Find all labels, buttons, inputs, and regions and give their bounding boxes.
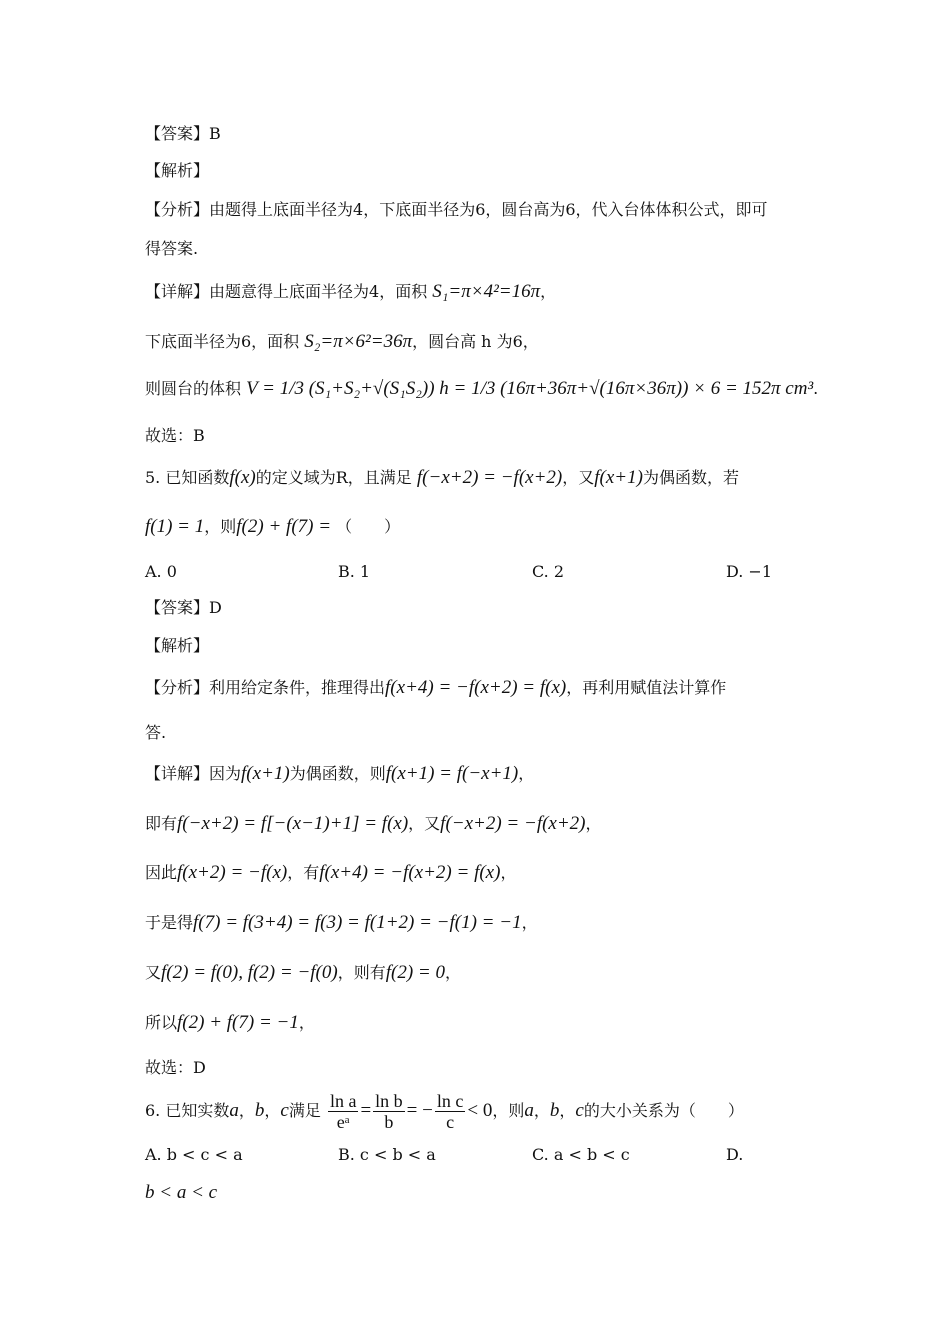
q6-option-d[interactable]: D.: [726, 1145, 744, 1164]
fenxi-text: 由题得上底面半径为4，下底面半径为6，圆台高为6，代入台体体积公式，即可: [209, 200, 768, 219]
math-s1: S₁=π×4²=16π: [432, 281, 541, 302]
q6-stem: 6. 已知实数a，b，c满足 $\frac{\text{ln a}}{\text{eᵃ}}$ = $\frac{\text{ln b}}{b}$ = − $\frac{\text{ln c}}{c}$ < 0，则a，b，c的大小关系为（ ）: [145, 1091, 744, 1132]
xiangjie-line-1: 【详解】由题意得上底面半径为4，面积 S₁=π×4²=16π，: [145, 281, 557, 302]
q5-detail-1: 【详解】因为f(x+1)为偶函数，则f(x+1) = f(−x+1)，: [145, 763, 535, 784]
q5-option-a[interactable]: A. 0: [145, 562, 177, 581]
q6-option-b[interactable]: B. c < b < a: [338, 1145, 436, 1164]
q5-choice: 故选：D: [145, 1058, 206, 1077]
math-volume: V = 1/3 (S₁+S₂+√(S₁S₂)) h = 1/3 (16π+36π+√(16π×36π)) × 6 = 152π cm³: [246, 378, 814, 399]
q5-detail-2: 即有f(−x+2) = f[−(x−1)+1] = f(x)，又f(−x+2) = −f(x+2)，: [145, 813, 602, 834]
q5-analysis-heading: 【解析】: [145, 636, 210, 655]
q5-stem-1: 5. 已知函数f(x)的定义域为R，且满足 f(−x+2) = −f(x+2)，又f(x+1)为偶函数，若: [145, 467, 739, 488]
analysis-heading: 【解析】: [145, 161, 210, 180]
q5-option-c[interactable]: C. 2: [532, 562, 565, 581]
fraction-ln-b: $\frac{\text{ln b}}{b}$: [375, 1091, 403, 1132]
xiangjie-line-3: 则圆台的体积 V = 1/3 (S₁+S₂+√(S₁S₂)) h = 1/3 (16π+36π+√(16π×36π)) × 6 = 152π cm³.: [145, 378, 819, 399]
q5-answer: 【答案】D: [145, 598, 222, 617]
xiangjie-tag: 【详解】: [145, 282, 210, 301]
q6-option-a[interactable]: A. b < c < a: [145, 1145, 243, 1164]
q5-option-d[interactable]: D. −1: [726, 562, 773, 581]
q6-option-c[interactable]: C. a < b < c: [532, 1145, 630, 1164]
fenxi-line-2: 得答案.: [145, 239, 199, 258]
q5-detail-4: 于是得f(7) = f(3+4) = f(3) = f(1+2) = −f(1) = −1，: [145, 912, 538, 933]
fenxi-tag: 【分析】: [145, 200, 210, 219]
q5-detail-5: 又f(2) = f(0), f(2) = −f(0)，则有f(2) = 0，: [145, 962, 462, 983]
q4-choice: 故选：B: [145, 426, 205, 445]
fraction-ln-c: $\frac{\text{ln c}}{c}$: [436, 1091, 464, 1132]
answer-label: 【答案】B: [145, 124, 221, 143]
q5-detail-6: 所以f(2) + f(7) = −1，: [145, 1012, 315, 1033]
q6-option-d-value: b < a < c: [145, 1182, 218, 1203]
math-s2: S₂=π×6²=36π: [304, 331, 413, 352]
q5-stem-2: f(1) = 1，则f(2) + f(7) = （ ）: [145, 516, 401, 537]
xiangjie-line-2: 下底面半径为6，面积 S₂=π×6²=36π，圆台高 h 为6，: [145, 331, 539, 352]
q5-detail-3: 因此f(x+2) = −f(x)，有f(x+4) = −f(x+2) = f(x)，: [145, 862, 517, 883]
fraction-ln-a: $\frac{\text{ln a}}{\text{eᵃ}}$: [329, 1091, 357, 1132]
fenxi-line: [145, 199, 768, 221]
q5-fenxi-1: 【分析】利用给定条件，推理得出f(x+4) = −f(x+2) = f(x)，再利用赋值法计算作: [145, 677, 727, 698]
q5-fenxi-2: 答.: [145, 723, 167, 742]
q5-option-b[interactable]: B. 1: [338, 562, 371, 581]
